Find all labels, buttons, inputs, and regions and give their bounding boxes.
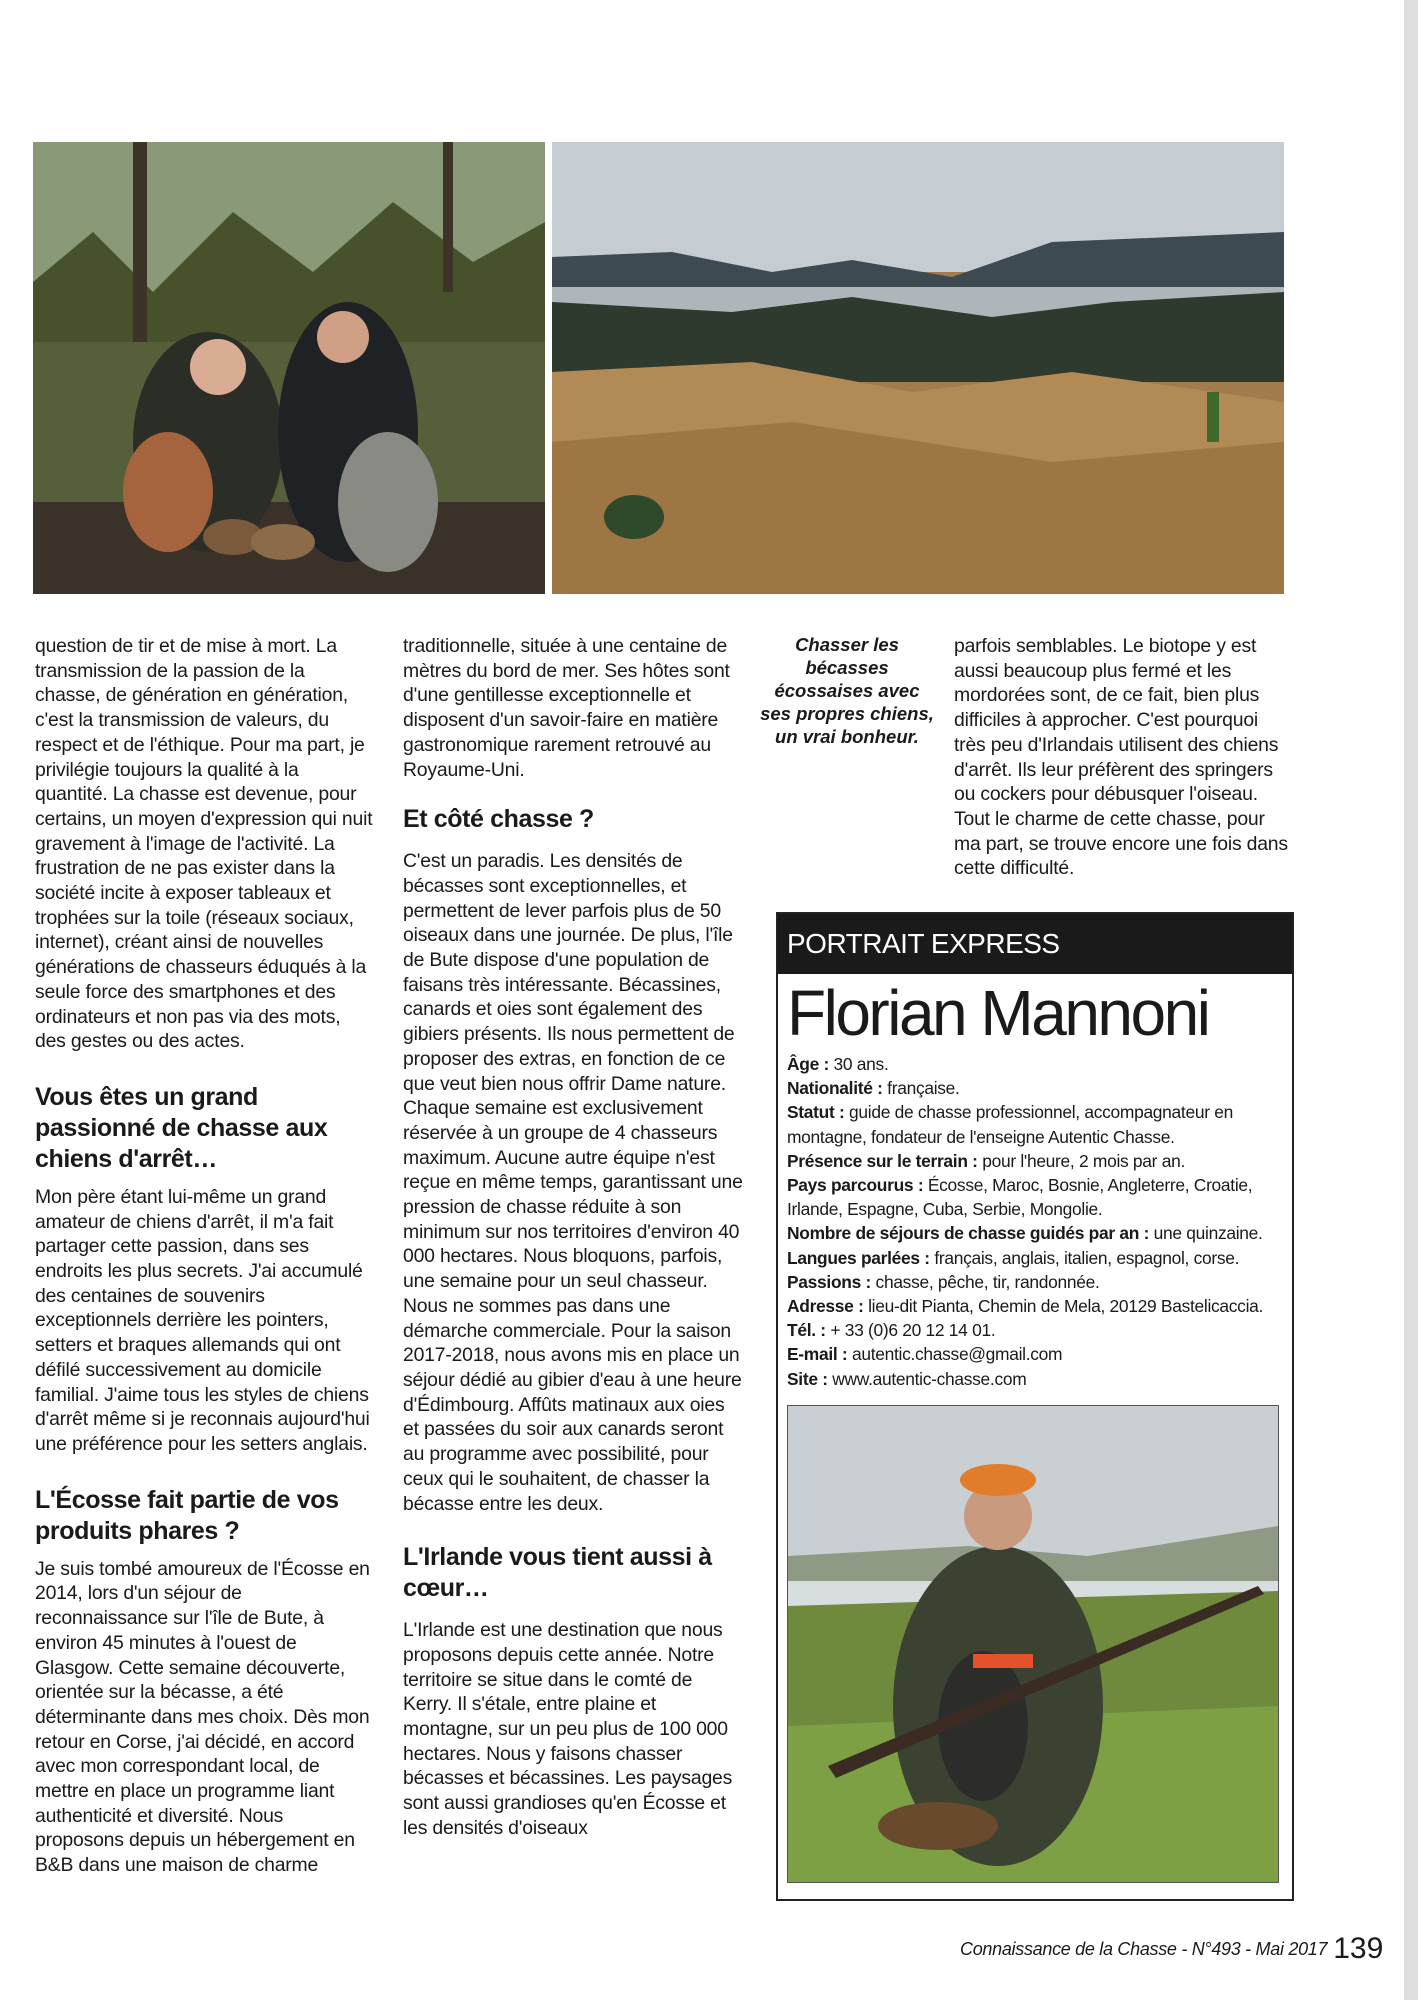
paragraph: L'Irlande est une destination que nous proposons depuis cette année. Notre territoire se situe dans le comté de Kerry. Il s'étale, entre plaine et montagne, sur un peu plus de 100 000 hectares. Nous y faisons chasser bécasses et bécassines. Les paysages sont aussi grandioses qu'en Écosse et les densités d'oiseaux (403, 1619, 733, 1839)
fact-value: Écosse, Maroc, Bosnie, Angleterre, Croatie, Irlande, Espagne, Cuba, Serbie, Mongolie. (787, 1175, 1253, 1220)
section-heading: L'Irlande vous tient aussi à cœur… (403, 1543, 712, 1603)
fact-label: Nombre de séjours de chasse guidés par an : (787, 1223, 1150, 1244)
fact-value: une quinzaine. (1153, 1223, 1263, 1244)
portrait-facts (787, 1052, 1292, 1391)
fact-line (787, 1342, 1292, 1366)
fact-label: Langues parlées : (787, 1247, 930, 1268)
fact-label: Statut : (787, 1102, 845, 1123)
page-footer (960, 1932, 1384, 1966)
paragraph: question de tir et de mise à mort. La transmission de la passion de la chasse, de génération en génération, c'est la transmission de valeurs, du respect et de l'éthique. Pour ma part, je privilégie toujours la qualité à la quantité. La chasse est devenue, pour certains, un moyen d'expression qui nuit gravement à l'image de l'activité. La frustration de ne pas exister dans la société incite à exposer tableaux et trophées sur la toile (réseaux sociaux, internet), créant ainsi de nouvelles générations de chasseurs éduqués à la seule force des smartphones et des ordinateurs et non pas via des mots, des gestes ou des actes. (35, 635, 373, 1053)
fact-value: français, anglais, italien, espagnol, corse. (934, 1247, 1240, 1268)
photo-hunters-with-dogs (33, 142, 545, 594)
article-column-2 (403, 634, 743, 1841)
fact-label: Pays parcourus : (787, 1175, 924, 1196)
fact-line (787, 1318, 1292, 1342)
fact-value: chasse, pêche, tir, randonnée. (875, 1271, 1100, 1292)
fact-label: Âge : (787, 1054, 829, 1074)
article-column-1 (35, 634, 373, 1878)
photo-scottish-landscape (552, 142, 1284, 594)
fact-line (787, 1294, 1292, 1318)
portrait-photo (787, 1405, 1279, 1883)
section-heading: Et côté chasse ? (403, 805, 594, 834)
fact-label: Présence sur le terrain : (787, 1150, 978, 1171)
portrait-express-box (776, 912, 1294, 1901)
section-heading: Vous êtes un grand passionné de chasse aux chiens d'arrêt… (35, 1082, 328, 1173)
fact-line (787, 1052, 1292, 1076)
fact-label: Site : (787, 1368, 828, 1389)
page-number: 139 (1333, 1932, 1384, 1965)
fact-value: 30 ans. (833, 1054, 889, 1074)
fact-value: française. (887, 1078, 960, 1099)
fact-value: www.autentic-chasse.com (832, 1368, 1027, 1389)
publication-info: Connaissance de la Chasse - N°493 - Mai 2017 (960, 1939, 1328, 1959)
fact-line (787, 1246, 1292, 1270)
photo-caption: Chasser les bécasses écossaises avec ses propres chiens, un vrai bonheur. (760, 634, 934, 747)
paragraph: traditionnelle, située à une centaine de mètres du bord de mer. Ses hôtes sont d'une gentillesse exceptionnelle et disposent d'un savoir-faire en matière gastronomique rarement retrouvé au Royaume-Uni. (403, 635, 730, 781)
fact-value: guide de chasse professionnel, accompagnateur en montagne, fondateur de l'enseigne Autentic Chasse. (787, 1102, 1233, 1147)
fact-line (787, 1173, 1292, 1221)
fact-label: E-mail : (787, 1344, 848, 1365)
fact-line (787, 1367, 1292, 1391)
paragraph: Je suis tombé amoureux de l'Écosse en 2014, lors d'un séjour de reconnaissance sur l'île de Bute, à environ 45 minutes à l'ouest de Glasgow. Cette semaine découverte, orientée sur la bécasse, a été déterminante dans mes choix. Dès mon retour en Corse, j'ai décidé, en accord avec mon correspondant local, de mettre en place un programme liant authenticité et diversité. Nous proposons depuis un hébergement en B&B dans une maison de charme (35, 1557, 370, 1877)
fact-value: lieu-dit Pianta, Chemin de Mela, 20129 Bastelicaccia. (868, 1296, 1264, 1317)
fact-value: autentic.chasse@gmail.com (851, 1344, 1063, 1365)
paragraph: parfois semblables. Le biotope y est aussi beaucoup plus fermé et les mordorées sont, de ce fait, bien plus difficiles à approcher. C'est pourquoi très peu d'Irlandais utilisent des chiens d'arrêt. Ils leur préfèrent des springers ou cockers pour débusquer l'oiseau. Tout le charme de cette chasse, pour ma part, se trouve encore une fois dans cette difficulté. (954, 635, 1288, 880)
fact-line (787, 1270, 1292, 1294)
fact-label: Passions : (787, 1271, 871, 1292)
fact-label: Adresse : (787, 1296, 864, 1317)
portrait-band-title: PORTRAIT EXPRESS (778, 914, 1292, 974)
paragraph: Mon père étant lui-même un grand amateur de chiens d'arrêt, il m'a fait partager cette passion, dans ses endroits les plus secrets. J'ai accumulé des centaines de souvenirs exceptionnels derrière les pointers, setters et braques allemands qui ont défilé successivement au domicile familial. J'aime tous les styles de chiens d'arrêt même si je reconnais aujourd'hui une préférence pour les setters anglais. (35, 1185, 370, 1455)
paragraph: C'est un paradis. Les densités de bécasses sont exceptionnelles, et permettent de lever parfois plus de 50 oiseaux dans une journée. De plus, l'île de Bute dispose d'une population de faisans très intéressante. Bécassines, canards et oies sont également des gibiers présents. Ils nous permettent de proposer des extras, en fonction de ce que veut bien nous offrir Dame nature. Chaque semaine est exclusivement réservée à un groupe de 4 chasseurs maximum. Aucune autre équipe n'est reçue en même temps, garantissant une pression de chasse réduite à son minimum sur nos territoires d'environ 40 000 hectares. Nous bloquons, parfois, une semaine pour un seul chasseur. Nous ne sommes pas dans une démarche commerciale. Pour la saison 2017-2018, nous avons mis en place un séjour dédié au gibier d'eau à une heure d'Édimbourg. Affûts matinaux aux oies et passées du soir aux canards seront au programme avec possibilité, pour ceux qui le souhaitent, de chasser la bécasse entre les deux. (403, 850, 743, 1515)
fact-label: Nationalité : (787, 1078, 883, 1099)
article-column-3 (954, 634, 1289, 881)
fact-value: + 33 (0)6 20 12 14 01. (830, 1320, 996, 1341)
fact-line (787, 1100, 1292, 1148)
fact-label: Tél. : (787, 1320, 826, 1341)
section-heading: L'Écosse fait partie de vos produits phares ? (35, 1485, 339, 1545)
fact-line (787, 1076, 1292, 1100)
page-edge-shadow (1404, 0, 1418, 2000)
fact-value: pour l'heure, 2 mois par an. (982, 1150, 1185, 1171)
fact-line (787, 1149, 1292, 1173)
portrait-name: Florian Mannoni (787, 977, 1209, 1049)
fact-line (787, 1221, 1292, 1245)
